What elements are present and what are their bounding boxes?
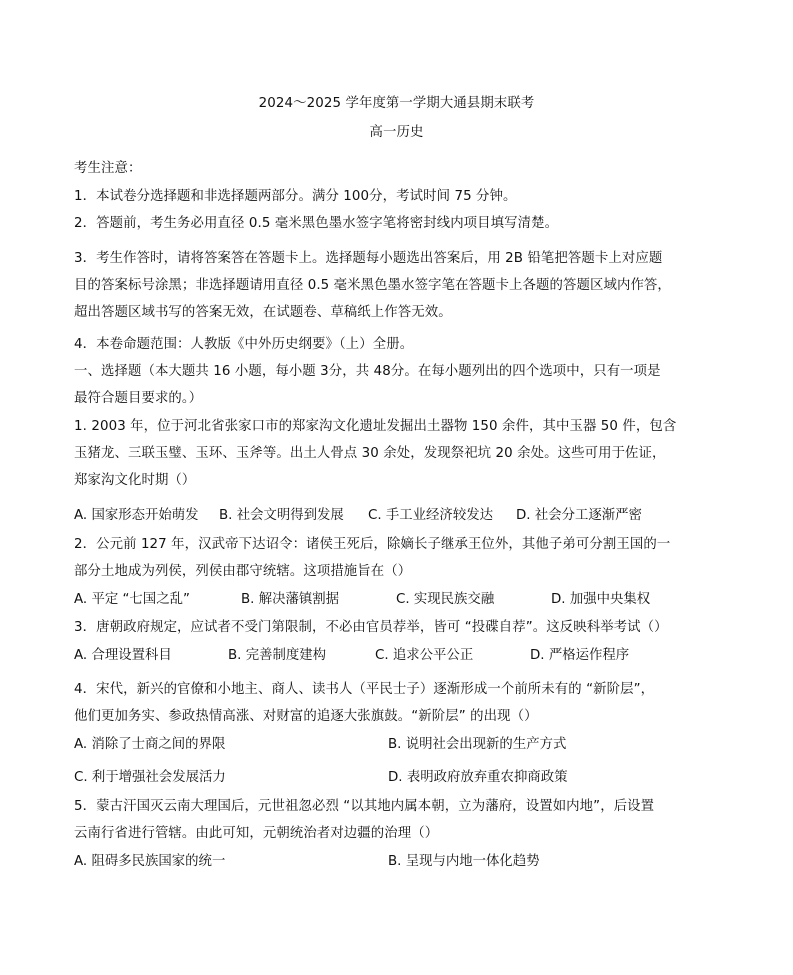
question-3-option-c: C. 追求公平公正 [375, 648, 474, 663]
question-5-stem: 云南行省进行管辖。由此可知，元朝统治者对边疆的治理（） [74, 826, 439, 841]
notice-item: 超出答题区域书写的答案无效，在试题卷、草稿纸上作答无效。 [74, 305, 452, 320]
question-2-option-c: C. 实现民族交融 [396, 592, 495, 607]
notice-heading: 考生注意： [74, 161, 142, 176]
question-5-option-a: A. 阻碍多民族国家的统一 [74, 854, 226, 869]
question-1-option-a: A. 国家形态开始萌发 [74, 508, 199, 523]
question-2-stem: 2．公元前 127 年，汉武帝下达诏令：诸侯王死后，除嫡长子继承王位外，其他子弟可分割王国的一 [74, 537, 671, 552]
question-1-stem: 1. 2003 年，位于河北省张家口市的郑家沟文化遗址发掘出土器物 150 余件，其中玉器 50 件，包含 [74, 419, 677, 434]
question-1-option-b: B. 社会文明得到发展 [219, 508, 344, 523]
question-3-stem: 3．唐朝政府规定，应试者不受门第限制，不必由官员荐举，皆可 “投碟自荐”。这反映科举考试（） [74, 620, 668, 635]
notice-item: 2．答题前，考生务必用直径 0.5 毫米黑色墨水签字笔将密封线内项目填写清楚。 [74, 216, 559, 231]
exam-title: 2024～2025 学年度第一学期大通县期末联考 [258, 96, 535, 111]
notice-item: 1．本试卷分选择题和非选择题两部分。满分 100分，考试时间 75 分钟。 [74, 189, 517, 204]
notice-item: 4．本卷命题范围：人教版《中外历史纲要》（上）全册。 [74, 337, 414, 352]
question-1-option-c: C. 手工业经济较发达 [368, 508, 493, 523]
question-4-option-b: B. 说明社会出现新的生产方式 [388, 737, 567, 752]
question-1-stem: 郑家沟文化时期（） [74, 473, 196, 488]
question-1-stem: 玉猪龙、三联玉璧、玉环、玉斧等。出土人骨点 30 余处，发现祭祀坑 20 余处。这些可用于佐证， [74, 446, 666, 461]
question-4-option-d: D. 表明政府放弃重农抑商政策 [388, 770, 568, 785]
question-5-option-b: B. 呈现与内地一体化趋势 [388, 854, 540, 869]
question-1-option-d: D. 社会分工逐渐严密 [516, 508, 642, 523]
question-4-stem: 他们更加务实、参政热情高涨、对财富的追逐大张旗鼓。“新阶层” 的出现（） [74, 709, 538, 724]
question-2-option-d: D. 加强中央集权 [551, 592, 651, 607]
question-2-stem: 部分土地成为列侯，列侯由郡守统辖。这项措施旨在（） [74, 564, 412, 579]
question-2-option-b: B. 解决藩镇割据 [241, 592, 340, 607]
question-4-option-a: A. 消除了士商之间的界限 [74, 737, 226, 752]
notice-item: 3．考生作答时，请将答案答在答题卡上。选择题每小题选出答案后，用 2B 铅笔把答题卡上对应题 [74, 251, 663, 266]
question-3-option-a: A. 合理设置科目 [74, 648, 172, 663]
question-3-option-d: D. 严格运作程序 [530, 648, 630, 663]
question-3-option-b: B. 完善制度建构 [228, 648, 327, 663]
question-5-stem: 5．蒙古汗国灭云南大理国后，元世祖忽必烈 “以其地内属本朝，立为藩府，设置如内地”，后设置 [74, 799, 655, 814]
exam-subject: 高一历史 [369, 125, 424, 140]
question-4-option-c: C. 利于增强社会发展活力 [74, 770, 226, 785]
section-heading: 一、选择题（本大题共 16 小题，每小题 3分，共 48分。在每小题列出的四个选项中，只有一项是 [74, 364, 661, 379]
question-4-stem: 4．宋代，新兴的官僚和小地主、商人、读书人（平民士子）逐渐形成一个前所未有的 “新阶层”， [74, 682, 655, 697]
section-heading: 最符合题目要求的。） [74, 391, 203, 406]
question-2-option-a: A. 平定 “七国之乱” [74, 592, 190, 607]
notice-item: 目的答案标号涂黑；非选择题请用直径 0.5 毫米黑色墨水签字笔在答题卡上各题的答题区域内作答， [74, 278, 671, 293]
